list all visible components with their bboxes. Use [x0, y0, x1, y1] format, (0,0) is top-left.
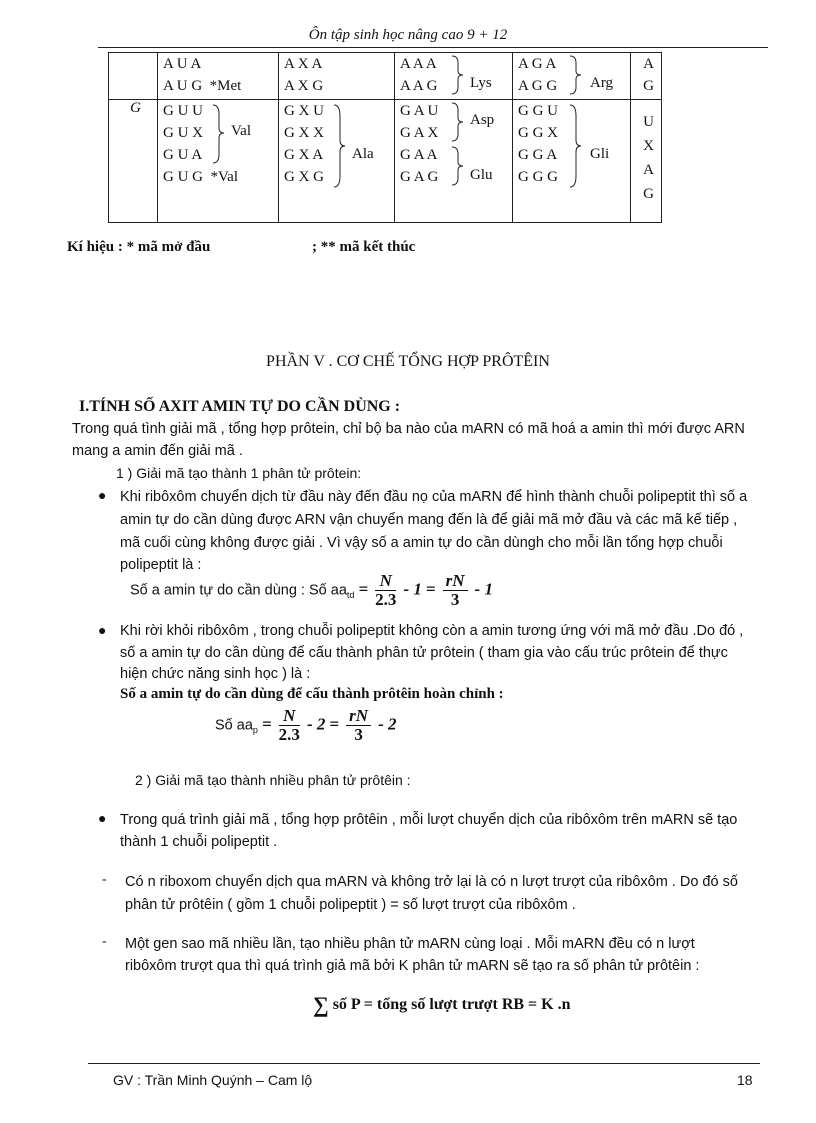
minus-term: - 1	[474, 579, 493, 599]
brace-icon	[568, 55, 582, 95]
codon: A G A	[518, 56, 557, 72]
minus-term: - 2	[378, 714, 397, 734]
paragraph-line: polipeptit là :	[120, 557, 202, 573]
bold-statement: Số a amin tự do cần dùng để cấu thành prôtêin hoàn chỉnh :	[120, 686, 504, 702]
denominator: 2.3	[375, 590, 397, 609]
codon: G U A	[163, 147, 203, 163]
legend-start-codon: Kí hiệu : * mã mở đầu	[67, 239, 211, 255]
codon: G U U	[163, 103, 203, 119]
header-divider	[98, 47, 768, 48]
paragraph-line: Có n riboxom chuyển dịch qua mARN và không trở lại là có n lượt trượt của ribôxôm . Do đó số	[125, 874, 738, 890]
equals-sign: =	[425, 579, 436, 599]
amino-acid-label: Gli	[590, 146, 610, 162]
brace-icon	[211, 104, 225, 164]
codon: A A A	[400, 56, 437, 72]
amino-acid-label: Asp	[470, 112, 495, 128]
fraction	[443, 572, 468, 609]
equals-sign: =	[261, 714, 272, 734]
fraction	[346, 707, 371, 744]
codon: G A A	[400, 147, 438, 163]
amino-acid-label: Lys	[470, 75, 492, 91]
codon: G X G	[284, 169, 324, 185]
intro-line: mang a amin đến giải mã .	[72, 443, 243, 459]
codon: G G X	[518, 125, 558, 141]
formula-subscript: td	[346, 590, 355, 601]
paragraph-line: Một gen sao mã nhiều lần, tạo nhiều phân tử mARN cùng loại . Mỗi mARN đều có n lượt	[125, 936, 695, 952]
formula-text: số P = tổng số lượt trượt RB = K .n	[332, 996, 571, 1013]
formula-label: Số a amin tự do cần dùng : Số aa	[130, 582, 347, 599]
paragraph-line: hiện chức năng sinh học ) là :	[120, 666, 311, 682]
amino-acid-label: Glu	[470, 167, 493, 183]
codon: G A U	[400, 103, 439, 119]
third-base: A	[643, 56, 654, 72]
paragraph-line: Khi rời khỏi ribôxôm , trong chuỗi polipeptit không còn a amin tương ứng với mã mở đầu .Do đó ,	[120, 623, 744, 639]
codon-row-g	[109, 100, 662, 223]
brace-icon	[332, 104, 346, 188]
codon-cell	[395, 53, 513, 100]
footer-divider	[88, 1063, 760, 1064]
paragraph-line: thành 1 chuỗi polipeptit .	[120, 834, 278, 850]
codon: A U A	[163, 56, 202, 72]
legend-stop-codon: ; ** mã kết thúc	[312, 239, 416, 255]
brace-icon	[568, 104, 582, 188]
codon-table	[108, 52, 662, 223]
formula-total-proteins	[313, 992, 571, 1018]
first-base-cell	[109, 53, 158, 100]
dash-marker: -	[102, 872, 107, 887]
codon: G A X	[400, 125, 439, 141]
amino-acid-label: Arg	[590, 75, 614, 91]
subsection-1: 1 ) Giải mã tạo thành 1 phân tử prôtein:	[116, 465, 362, 481]
bullet-icon: ●	[98, 624, 107, 639]
page-number: 18	[737, 1072, 753, 1088]
codon-cell	[279, 100, 395, 223]
codon-cell	[513, 100, 631, 223]
formula-protein-amino-acids	[215, 707, 396, 744]
codon-cell	[279, 53, 395, 100]
codon: G X X	[284, 125, 324, 141]
third-base: A	[643, 162, 654, 178]
codon-cell	[513, 53, 631, 100]
subheading: I.TÍNH SỐ AXIT AMIN TỰ DO CẦN DÙNG :	[79, 398, 401, 415]
paragraph-line: amin tự do cần dùng được ARN vận chuyển mang đến là để giải mã mở đầu và các mã kế tiếp ,	[120, 512, 738, 528]
codon: G X A	[284, 147, 324, 163]
bullet-icon: ●	[98, 489, 107, 504]
subsection-2: 2 ) Giải mã tạo thành nhiều phân tử prôtêin :	[135, 772, 411, 788]
equals-sign: =	[358, 579, 369, 599]
codon-cell	[395, 100, 513, 223]
codon-cell	[158, 53, 279, 100]
amino-acid-label: Val	[231, 123, 251, 139]
numerator: rN	[443, 572, 468, 591]
fraction	[375, 572, 396, 609]
codon: G X U	[284, 103, 324, 119]
amino-acid-label: Ala	[352, 146, 374, 162]
paragraph-line: mã cuối cùng không được giải . Vì vậy số a amin tự do cần dùngh cho mỗi lần tổng hợp chuỗi	[120, 535, 723, 551]
codon-cell	[158, 100, 279, 223]
codon: A G G	[518, 78, 558, 94]
numerator: rN	[346, 707, 371, 726]
section-title: PHẦN V . CƠ CHẾ TỔNG HỢP PRÔTÊIN	[266, 353, 550, 370]
third-base: G	[643, 78, 654, 94]
brace-icon	[450, 102, 464, 142]
formula-free-amino-acids	[130, 572, 493, 609]
codon: G G G	[518, 169, 558, 185]
codon: G A G	[400, 169, 439, 185]
paragraph-line: ribôxôm trượt qua thì quá trình giả mã bởi K phân tử mARN sẽ tạo ra số phân tử prôtêin :	[125, 958, 700, 974]
denominator: 3	[354, 725, 363, 744]
minus-term: - 1	[403, 579, 422, 599]
codon: G G U	[518, 103, 558, 119]
codon: G U X	[163, 125, 203, 141]
bullet-icon: ●	[98, 812, 107, 827]
numerator: N	[279, 707, 300, 726]
denominator: 2.3	[278, 725, 300, 744]
codon: A U G *Met	[163, 78, 242, 94]
codon: A A G	[400, 78, 438, 94]
fraction	[279, 707, 300, 744]
brace-icon	[450, 146, 464, 186]
codon: A X A	[284, 56, 323, 72]
header-title: Ôn tập sinh học nâng cao 9 + 12	[308, 27, 508, 43]
paragraph-line: Khi ribôxôm chuyển dịch từ đầu này đến đầu nọ của mARN để hình thành chuỗi polipeptit thì số a	[120, 489, 748, 505]
paragraph-line: Trong quá trình giải mã , tổng hợp prôtêin , mỗi lượt chuyển dịch của ribôxôm trên mARN sẽ tạo	[120, 812, 738, 828]
paragraph-line: số a amin tự do cần dùng để cấu thành phân tử prôtein ( tham gia vào cấu trúc prôtein để thực	[120, 645, 728, 661]
codon: A X G	[284, 78, 324, 94]
minus-term: - 2	[306, 714, 326, 734]
third-base-cell	[631, 53, 662, 100]
third-base: U	[643, 114, 654, 130]
equals-sign: =	[329, 714, 340, 734]
intro-line: Trong quá tình giải mã , tổng hợp prôtein, chỉ bộ ba nào của mARN có mã hoá a amin thì mới được ARN	[72, 421, 745, 437]
brace-icon	[450, 55, 464, 95]
codon-row-a	[109, 53, 662, 100]
formula-label: Số aa	[215, 717, 253, 734]
numerator: N	[375, 572, 396, 591]
first-base-cell: G	[109, 100, 158, 223]
codon: G G A	[518, 147, 558, 163]
denominator: 3	[450, 590, 460, 609]
dash-marker: -	[102, 934, 107, 949]
third-base: X	[643, 138, 654, 154]
paragraph-line: phân tử prôtêin ( gồm 1 chuỗi polipeptit ) = số lượt trượt của ribôxôm .	[125, 897, 576, 913]
third-base: G	[643, 186, 654, 202]
third-base-cell	[631, 100, 662, 223]
footer-author: GV : Trần Minh Quýnh – Cam lộ	[113, 1072, 313, 1088]
formula-subscript: p	[252, 725, 258, 736]
codon: G U G *Val	[163, 169, 238, 185]
sigma-icon: ∑	[313, 992, 329, 1017]
